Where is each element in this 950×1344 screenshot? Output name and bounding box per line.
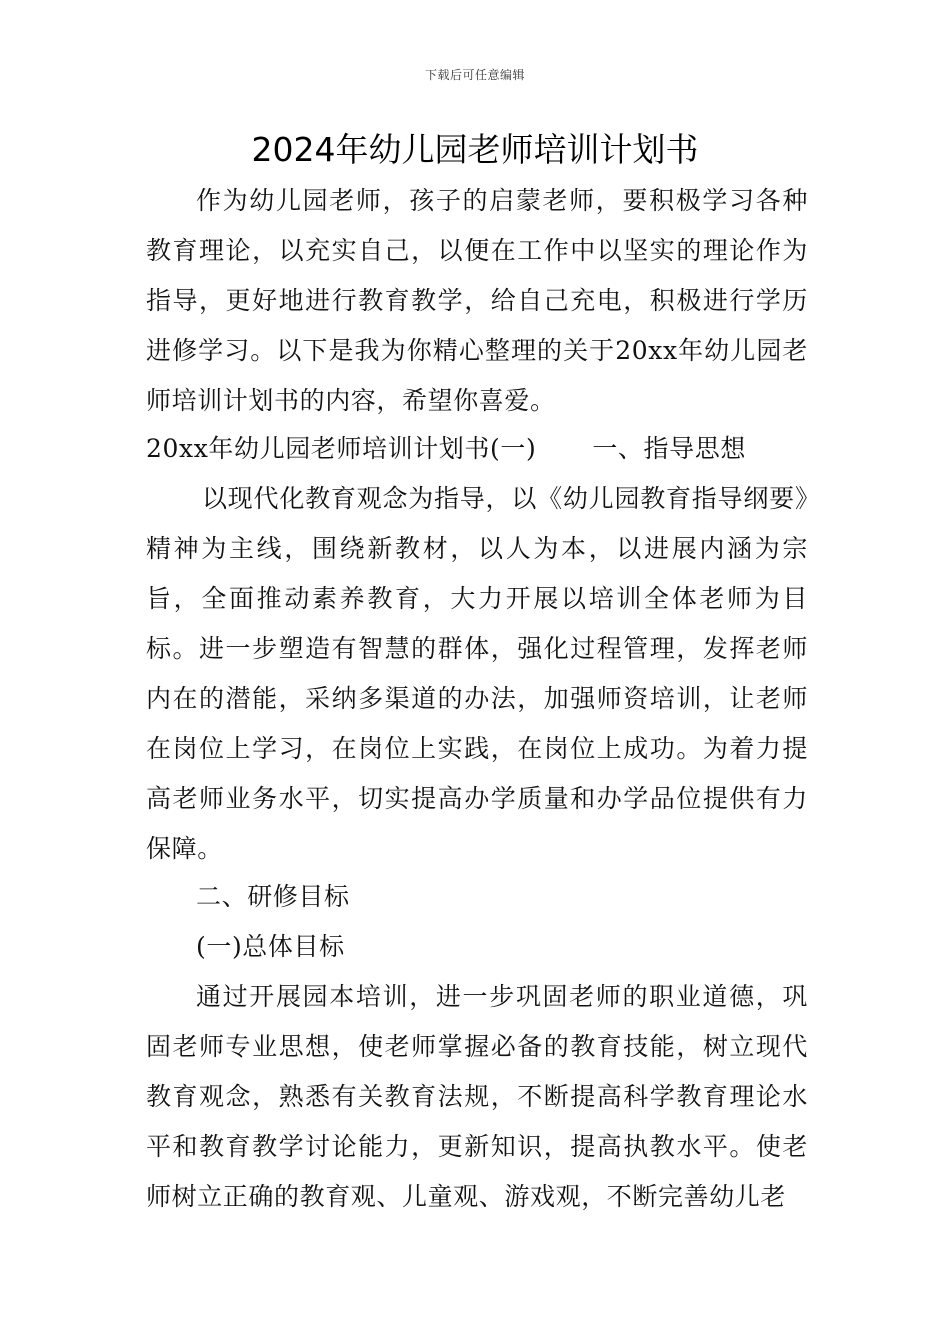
- intro-paragraph: 作为幼儿园老师，孩子的启蒙老师，要积极学习各种教育理论，以充实自己，以便在工作中以坚实的理论作为指导，更好地进行教育教学，给自己充电，积极进行学历进修学习。以下是我为你精心整理的关于20xx年幼儿园老师培训计划书的内容，希望你喜爱。: [146, 186, 808, 415]
- overall-goal-heading: (一)总体目标: [196, 932, 345, 961]
- guiding-thought-paragraph: 以现代化教育观念为指导，以《幼儿园教育指导纲要》精神为主线，围绕新教材，以人为本，以进展内涵为宗旨，全面推动素养教育，大力开展以培训全体老师为目标。进一步塑造有智慧的群体，强化过程管理，发挥老师内在的潜能，采纳多渠道的办法，加强师资培训，让老师在岗位上学习，在岗位上实践，在岗位上成功。为着力提高老师业务水平，切实提高办学质量和办学品位提供有力保障。: [146, 484, 808, 863]
- document-title: 2024年幼儿园老师培训计划书: [251, 130, 699, 169]
- guiding-thought-heading: 一、指导思想: [592, 434, 746, 463]
- overall-goal-paragraph: 通过开展园本培训，进一步巩固老师的职业道德，巩固老师专业思想，使老师掌握必备的教育技能，树立现代教育观念，熟悉有关教育法规，不断提高科学教育理论水平和教育教学讨论能力，更新知识，提高执教水平。使老师树立正确的教育观、儿童观、游戏观，不断完善幼儿老: [146, 982, 808, 1211]
- goals-heading: 二、研修目标: [196, 882, 350, 911]
- plan-subtitle: 20xx年幼儿园老师培训计划书(一): [146, 434, 537, 463]
- section-heading-line: [146, 424, 808, 474]
- header-note: 下载后可任意编辑: [424, 68, 525, 82]
